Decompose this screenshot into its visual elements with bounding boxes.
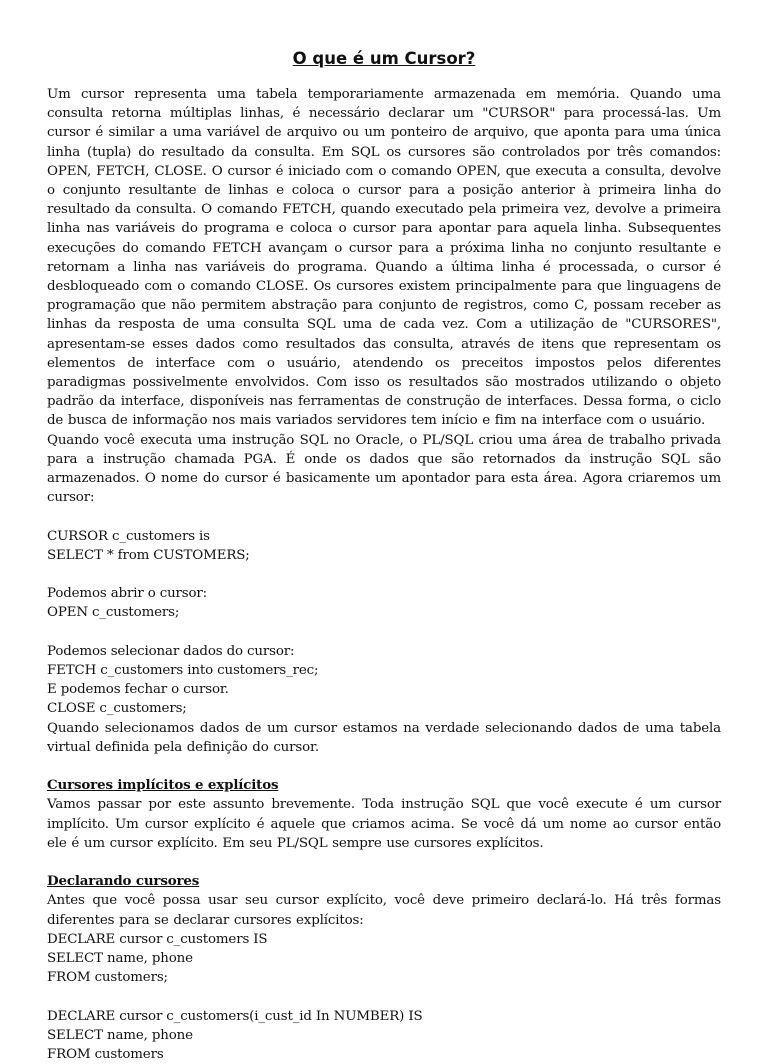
open-label: Podemos abrir o cursor: bbox=[47, 586, 208, 602]
code-line: FROM customers; bbox=[47, 970, 168, 986]
code-line: SELECT name, phone bbox=[47, 951, 193, 967]
document-page bbox=[47, 47, 721, 1064]
code-line: SELECT * from CUSTOMERS; bbox=[47, 547, 250, 563]
spacer bbox=[47, 987, 721, 1006]
spacer bbox=[47, 623, 721, 642]
implicit-paragraph: Vamos passar por este assunto brevemente. Toda instrução SQL que você execute é um cursor implícito. Um cursor explícito é aquele que criamos acima. Se você dá um nome ao cursor então ele é um cursor explícito. Em seu PL/SQL sempre use cursores explícitos. bbox=[47, 797, 721, 851]
close-code: CLOSE c_customers; bbox=[47, 701, 187, 717]
virtual-table-paragraph: Quando selecionamos dados de um cursor estamos na verdade selecionando dados de uma tabela virtual definida pela definição do cursor. bbox=[47, 720, 721, 755]
code-line: FROM customers bbox=[47, 1047, 164, 1063]
code-line: SELECT name, phone bbox=[47, 1027, 193, 1043]
spacer bbox=[47, 757, 721, 776]
intro-paragraph: Um cursor representa uma tabela temporariamente armazenada em memória. Quando uma consulta retorna múltiplas linhas, é necessário declarar um "CURSOR" para processá-las. Um cursor é similar a uma variável de arquivo ou um ponteiro de arquivo, que aponta para uma única linha (tupla) do resultado da consulta. Em SQL os cursores são controlados por três comandos: OPEN, FETCH, CLOSE. O cursor é iniciado com o comando OPEN, que executa a consulta, devolve o conjunto resultante de linhas e coloca o cursor para a posição anterior à primeira linha do resultado da consulta. O comando FETCH, quando executado pela primeira vez, devolve a primeira linha nas variáveis do programa e coloca o cursor para apontar para aquela linha. Subsequentes execuções do comando FETCH avançam o cursor para a próxima linha no conjunto resultante e retornam a linha nas variáveis do programa. Quando a última linha é processada, o cursor é desbloqueado com o comando CLOSE. Os cursores existem principalmente para que linguagens de programação que não permitem abstração para conjunto de registros, como C, possam receber as linhas da resposta de uma consulta SQL uma de cada vez. Com a utilização de "CURSORES", apresentam-se esses dados como resultados das consulta, através de itens que representam os elementos de interface com o usuário, atendendo os preceitos impostos pelos diferentes paradigmas possivelmente envolvidos. Com isso os resultados são mostrados utilizando o objeto padrão da interface, disponíveis nas ferramentas de construção de interfaces. Dessa forma, o ciclo de busca de informação nos mais variados servidores tem início e fim na interface com o usuário. bbox=[47, 87, 721, 429]
code-line: CURSOR c_customers is bbox=[47, 528, 210, 544]
section-heading-declaring: Declarando cursores bbox=[47, 873, 200, 890]
code-line: DECLARE cursor c_customers(i_cust_id In NUMBER) IS bbox=[47, 1008, 423, 1024]
spacer bbox=[47, 853, 721, 872]
code-line: DECLARE cursor c_customers IS bbox=[47, 931, 268, 947]
declaring-paragraph: Antes que você possa usar seu cursor explícito, você deve primeiro declará-lo. Há três formas diferentes para se declarar cursores explícitos: bbox=[47, 893, 721, 928]
fetch-label: Podemos selecionar dados do cursor: bbox=[47, 643, 295, 659]
close-label: E podemos fechar o cursor. bbox=[47, 682, 229, 698]
section-heading-implicit: Cursores implícitos e explícitos bbox=[47, 777, 279, 794]
spacer bbox=[47, 507, 721, 526]
fetch-code: FETCH c_customers into customers_rec; bbox=[47, 663, 319, 679]
spacer bbox=[47, 565, 721, 584]
document-title: O que é um Cursor? bbox=[292, 49, 476, 68]
oracle-paragraph: Quando você executa uma instrução SQL no Oracle, o PL/SQL criou uma área de trabalho privada para a instrução chamada PGA. É onde os dados que são retornados da instrução SQL são armazenados. O nome do cursor é basicamente um apontador para esta área. Agora criaremos um cursor: bbox=[47, 432, 721, 506]
open-code: OPEN c_customers; bbox=[47, 605, 180, 621]
